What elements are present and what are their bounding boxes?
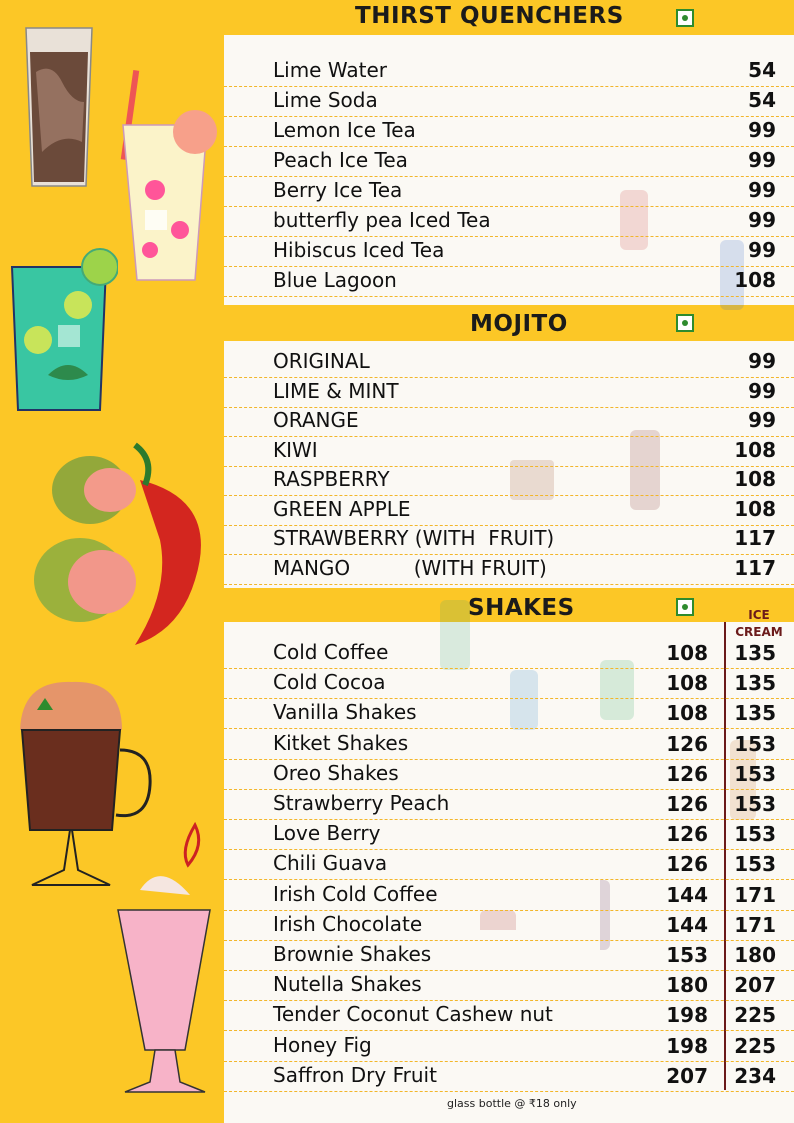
menu-item-name: RASPBERRY	[273, 467, 390, 491]
menu-item-row	[224, 1061, 794, 1092]
menu-item-name: Tender Coconut Cashew nut	[273, 1002, 553, 1027]
section-title-mojito: MOJITO	[470, 311, 568, 337]
menu-item-name: Oreo Shakes	[273, 760, 399, 785]
menu-item-price: 126	[666, 731, 708, 756]
menu-item-row	[224, 465, 794, 496]
menu-item-price: 126	[666, 852, 708, 877]
menu-item-ice-cream-price: 153	[734, 761, 776, 786]
menu-item-price: 99	[748, 378, 776, 403]
menu-item-row	[224, 146, 794, 177]
menu-item-price: 99	[748, 408, 776, 432]
menu-item-price: 117	[734, 526, 776, 550]
menu-item-price: 126	[666, 761, 708, 786]
menu-item-price: 108	[666, 671, 708, 696]
menu-item-row	[224, 759, 794, 790]
menu-item-row	[224, 880, 794, 911]
ice-cream-label-line2: CREAM	[735, 625, 783, 639]
veg-indicator-icon	[676, 314, 694, 332]
menu-item-row	[224, 638, 794, 669]
menu-item-name: Lime Water	[273, 58, 387, 82]
section-title-shakes: SHAKES	[468, 595, 575, 621]
menu-item-name: Peach Ice Tea	[273, 148, 408, 172]
menu-item-price: 54	[748, 88, 776, 112]
menu-item-name: Vanilla Shakes	[273, 700, 417, 725]
mojito-glass-illustration	[8, 245, 118, 415]
menu-item-price: 180	[666, 973, 708, 998]
menu-item-ice-cream-price: 135	[734, 701, 776, 726]
menu-item-row	[224, 86, 794, 117]
menu-item-price: 198	[666, 1033, 708, 1058]
menu-item-row	[224, 266, 794, 297]
menu-item-row	[224, 436, 794, 467]
menu-item-row	[224, 910, 794, 941]
menu-item-row	[224, 849, 794, 880]
strawberry-lemonade-illustration	[115, 70, 225, 285]
menu-item-ice-cream-price: 234	[734, 1063, 776, 1088]
iced-coffee-glass-illustration	[22, 22, 97, 192]
menu-item-name: MANGO (WITH FRUIT)	[273, 555, 547, 580]
menu-item-price: 108	[734, 496, 776, 521]
strawberry-milkshake-illustration	[110, 820, 225, 1100]
menu-item-ice-cream-price: 207	[734, 973, 776, 998]
menu-item-ice-cream-price: 171	[734, 912, 776, 937]
menu-item-price: 99	[748, 118, 776, 142]
menu-item-ice-cream-price: 153	[734, 792, 776, 816]
menu-item-row	[224, 970, 794, 1001]
menu-item-row	[224, 729, 794, 760]
menu-item-name: Nutella Shakes	[273, 972, 422, 997]
menu-item-row	[224, 789, 794, 820]
ice-cream-column-header	[728, 607, 790, 641]
menu-item-row	[224, 1031, 794, 1062]
menu-item-name: KIWI	[273, 437, 318, 462]
menu-item-name: STRAWBERRY (WITH FRUIT)	[273, 526, 555, 550]
menu-item-price: 99	[748, 148, 776, 172]
menu-item-price: 207	[666, 1063, 708, 1088]
menu-item-row	[224, 236, 794, 267]
menu-item-price: 126	[666, 792, 708, 816]
menu-item-row	[224, 206, 794, 237]
menu-item-ice-cream-price: 225	[734, 1033, 776, 1058]
menu-item-price: 126	[666, 822, 708, 847]
menu-item-price: 117	[734, 555, 776, 580]
menu-item-ice-cream-price: 180	[734, 943, 776, 967]
menu-item-ice-cream-price: 153	[734, 852, 776, 877]
ice-cream-label-line1: ICE	[748, 608, 770, 622]
menu-item-name: Cold Cocoa	[273, 670, 386, 695]
menu-item-price: 144	[666, 912, 708, 937]
menu-item-name: Cold Coffee	[273, 640, 389, 664]
menu-item-name: Blue Lagoon	[273, 268, 397, 292]
menu-item-ice-cream-price: 153	[734, 731, 776, 756]
menu-item-row	[224, 347, 794, 378]
menu-item-name: ORIGINAL	[273, 349, 370, 373]
menu-item-price: 108	[666, 641, 708, 665]
menu-item-row	[224, 940, 794, 971]
menu-item-name: Brownie Shakes	[273, 942, 432, 966]
menu-item-price: 99	[748, 349, 776, 373]
menu-item-row	[224, 406, 794, 437]
menu-item-name: Strawberry Peach	[273, 791, 450, 815]
menu-item-price: 108	[734, 268, 776, 292]
menu-item-name: Honey Fig	[273, 1032, 372, 1057]
glass-bottle-footnote: glass bottle @ ₹18 only	[447, 1097, 577, 1110]
menu-item-price: 108	[666, 701, 708, 726]
menu-item-name: Kitket Shakes	[273, 730, 409, 755]
menu-item-ice-cream-price: 135	[734, 671, 776, 696]
menu-item-ice-cream-price: 171	[734, 882, 776, 907]
menu-item-row	[224, 819, 794, 850]
menu-item-name: Irish Cold Coffee	[273, 881, 438, 906]
menu-item-price: 99	[748, 208, 776, 232]
menu-item-price: 54	[748, 58, 776, 82]
menu-item-name: Lemon Ice Tea	[273, 118, 416, 142]
menu-item-row	[224, 377, 794, 408]
veg-indicator-icon	[676, 598, 694, 616]
menu-item-name: Berry Ice Tea	[273, 178, 403, 202]
menu-item-price: 144	[666, 882, 708, 907]
menu-item-name: Chili Guava	[273, 851, 388, 876]
menu-item-name: Lime Soda	[273, 88, 378, 112]
menu-item-name: ORANGE	[273, 408, 359, 432]
menu-item-name: Hibiscus Iced Tea	[273, 238, 445, 262]
menu-item-name: Love Berry	[273, 821, 381, 846]
menu-item-row	[224, 668, 794, 699]
menu-item-price: 99	[748, 238, 776, 262]
menu-item-row	[224, 1000, 794, 1031]
menu-item-name: Saffron Dry Fruit	[273, 1062, 437, 1087]
veg-indicator-icon	[676, 9, 694, 27]
menu-item-name: Irish Chocolate	[273, 911, 423, 936]
menu-item-price: 153	[666, 943, 708, 967]
menu-item-row	[224, 495, 794, 526]
menu-item-ice-cream-price: 135	[734, 641, 776, 665]
menu-item-name: GREEN APPLE	[273, 496, 411, 521]
menu-item-row	[224, 176, 794, 207]
menu-item-ice-cream-price: 225	[734, 1003, 776, 1028]
menu-item-row	[224, 554, 794, 585]
menu-item-name: butterfly pea Iced Tea	[273, 208, 491, 232]
menu-item-row	[224, 524, 794, 555]
menu-item-price: 198	[666, 1003, 708, 1028]
menu-item-row	[224, 116, 794, 147]
menu-item-price: 108	[734, 467, 776, 491]
menu-item-row	[224, 698, 794, 729]
guava-and-chili-illustration	[20, 440, 215, 650]
menu-item-price: 108	[734, 437, 776, 462]
menu-item-ice-cream-price: 153	[734, 822, 776, 847]
menu-item-row	[224, 56, 794, 87]
section-title-thirst-quenchers: THIRST QUENCHERS	[355, 3, 624, 29]
menu-item-price: 99	[748, 178, 776, 202]
menu-item-name: LIME & MINT	[273, 378, 399, 403]
